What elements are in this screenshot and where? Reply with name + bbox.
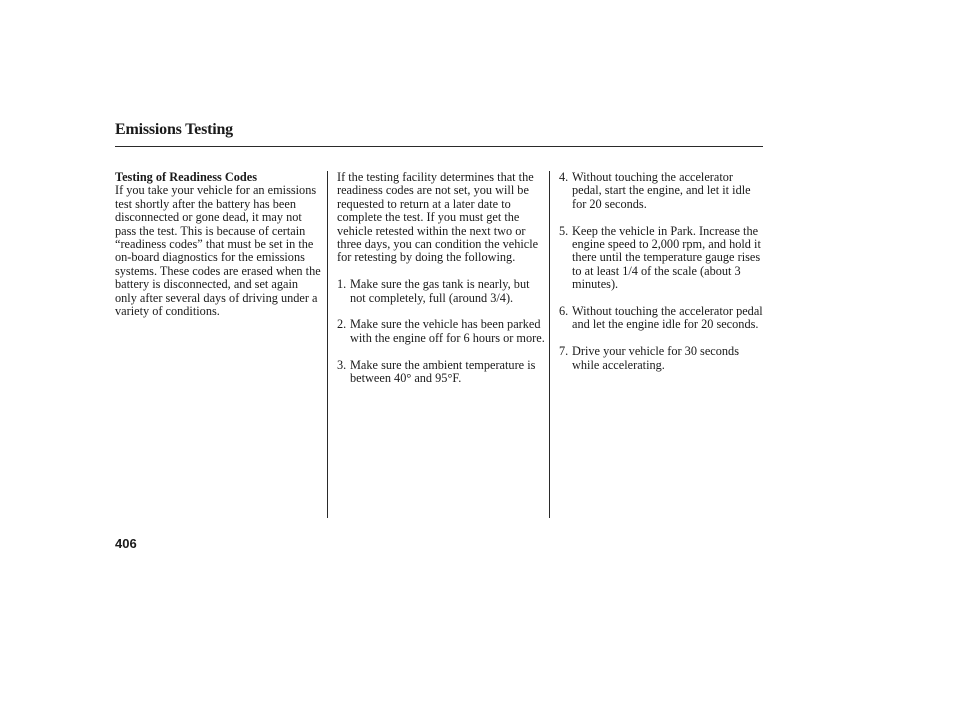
step-number: 4. <box>559 170 569 184</box>
step-number: 3. <box>337 357 347 372</box>
list-item-step-1 <box>337 278 545 305</box>
list-item-step-6 <box>559 305 765 332</box>
column-readiness-codes <box>115 171 321 318</box>
column-divider-1 <box>327 171 328 518</box>
readiness-codes-paragraph: If you take your vehicle for an emissions test shortly after the battery has been disconnected or gone dead, it may not pass the test. This is because of certain “readiness codes” that must be set in the on-board diagnostics for the emissions systems. These codes are erased when the battery is disconnected, and set again only after several days of driving under a variety of conditions. <box>115 183 321 319</box>
page-number: 406 <box>115 536 137 551</box>
page-title: Emissions Testing <box>115 121 233 138</box>
step-number: 6. <box>559 304 569 319</box>
list-item-step-7 <box>559 345 765 372</box>
column-engine-steps <box>559 171 765 385</box>
list-item-step-2 <box>337 318 545 345</box>
retesting-intro-paragraph: If the testing facility determines that the readiness codes are not set, you will be requested to return at a later date to complete the test. If you must get the vehicle retested within the next two or three days, you can condition the vehicle for retesting by doing the following. <box>337 170 539 265</box>
list-item-step-3 <box>337 359 545 386</box>
section-heading: Testing of Readiness Codes <box>115 170 258 184</box>
step-number: 2. <box>337 317 347 332</box>
step-text: Make sure the vehicle has been parked with the engine off for 6 hours or more. <box>350 317 545 345</box>
column-divider-2 <box>549 171 550 518</box>
step-text: Without touching the accelerator pedal, start the engine, and let it idle for 20 seconds. <box>572 170 751 211</box>
step-text: Drive your vehicle for 30 seconds while accelerating. <box>572 344 739 372</box>
step-text: Make sure the ambient temperature is between 40° and 95°F. <box>350 357 536 386</box>
list-item-step-5 <box>559 225 765 292</box>
step-number: 5. <box>559 223 569 238</box>
list-item-step-4 <box>559 171 765 211</box>
column-retesting-steps <box>337 171 545 399</box>
step-text: Keep the vehicle in Park. Increase the engine speed to 2,000 rpm, and hold it there until the temperature gauge rises to at least 1/4 of the scale (about 3 minutes). <box>572 223 761 292</box>
step-number: 1. <box>337 277 347 292</box>
title-rule <box>115 146 763 147</box>
step-text: Without touching the accelerator pedal and let the engine idle for 20 seconds. <box>572 304 763 332</box>
step-number: 7. <box>559 344 569 359</box>
step-text: Make sure the gas tank is nearly, but not completely, full (around 3/4). <box>350 277 530 305</box>
